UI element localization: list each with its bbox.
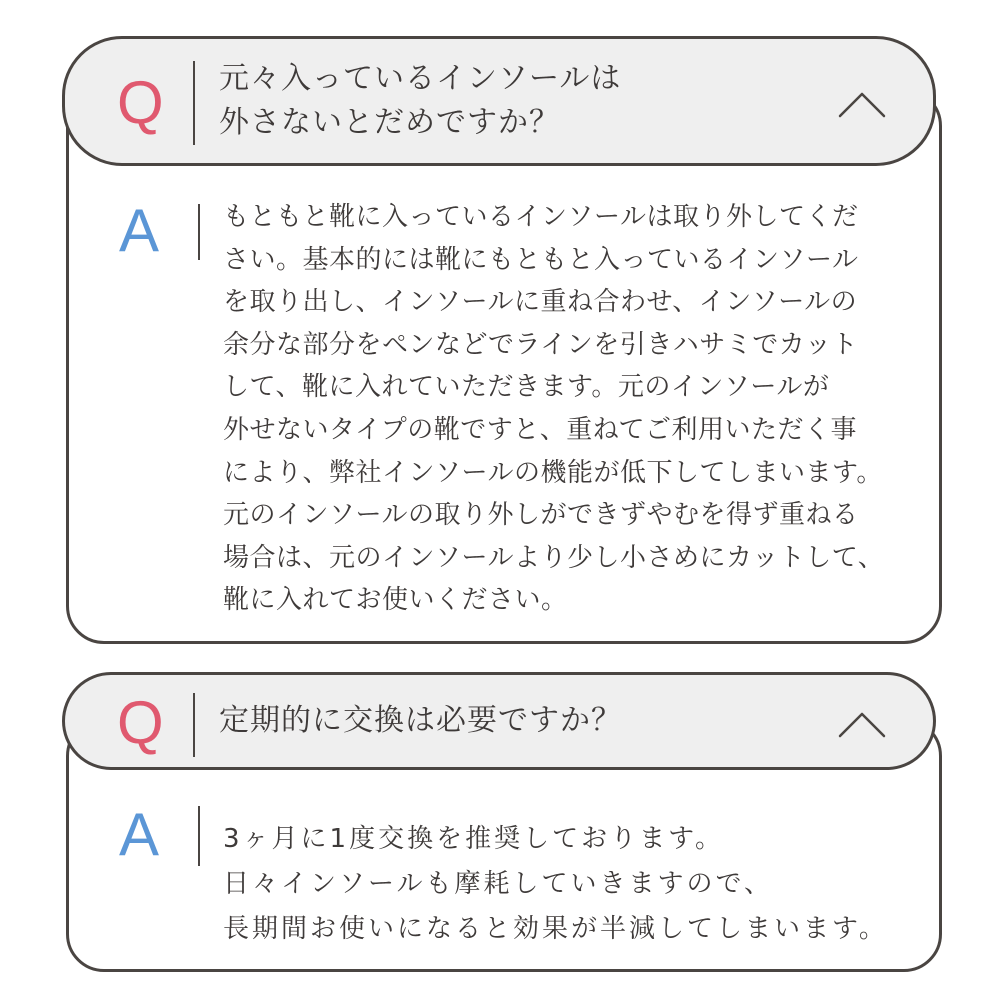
question-line: 外さないとだめですか？ — [219, 105, 560, 140]
answer-line: 場合は、元のインソールより少し小さめにカットして、 — [223, 542, 885, 573]
chevron-up-icon[interactable] — [837, 89, 887, 119]
answer-line: 長期間お使いになると効果が半減してしまいます。 — [223, 914, 888, 944]
question-marker: Q — [117, 689, 164, 756]
answer-text — [223, 196, 884, 622]
faq-card — [66, 88, 942, 644]
answer-marker: A — [119, 801, 160, 868]
question-text — [219, 57, 621, 145]
faq-item-1 — [66, 36, 942, 644]
question-header[interactable] — [62, 672, 936, 770]
question-divider — [193, 693, 195, 757]
answer-line: さい。基本的には靴にもともと入っているインソール — [223, 244, 859, 275]
question-line: 定期的に交換は必要ですか？ — [219, 703, 622, 738]
answer-line: 3ヶ月に1度交換を推奨しております。 — [223, 824, 725, 854]
answer-line: 日々インソールも摩耗していきますので、 — [223, 869, 773, 899]
answer-line: 靴に入れてお使いください。 — [223, 585, 568, 616]
answer-line: して、靴に入れていただきます。元のインソールが — [223, 372, 830, 403]
question-line: 元々入っているインソールは — [219, 61, 622, 96]
answer-text — [223, 817, 888, 952]
question-text — [219, 699, 622, 743]
answer-marker: A — [119, 197, 160, 264]
question-header[interactable] — [62, 36, 936, 166]
answer-line: 外せないタイプの靴ですと、重ねてご利用いただく事 — [223, 414, 858, 445]
answer-line: により、弊社インソールの機能が低下してしまいます。 — [223, 457, 883, 488]
answer-line: 元のインソールの取り外しができずやむを得ず重ねる — [223, 500, 859, 531]
answer-divider — [198, 204, 200, 260]
answer-line: もともと靴に入っているインソールは取り外してくだ — [223, 202, 859, 232]
answer-line: を取り出し、インソールに重ね合わせ、インソールの — [223, 287, 858, 318]
question-marker: Q — [117, 69, 164, 136]
answer-line: 余分な部分をペンなどでラインを引きハサミでカット — [223, 329, 858, 360]
chevron-up-icon[interactable] — [837, 709, 887, 739]
answer-divider — [198, 806, 200, 866]
faq-item-2 — [66, 672, 942, 972]
question-divider — [193, 61, 195, 145]
